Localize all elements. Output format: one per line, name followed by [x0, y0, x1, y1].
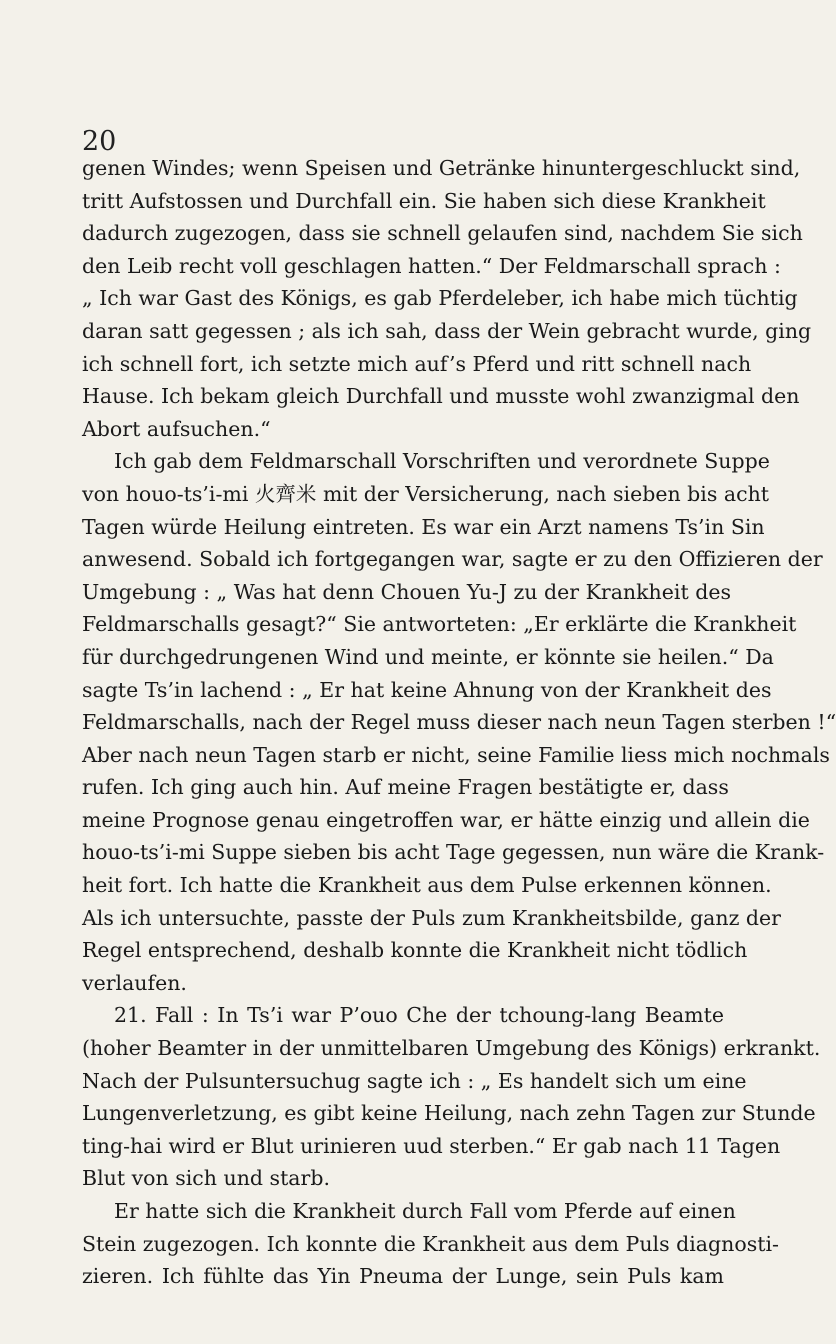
- text-line: houo-ts’i-mi Suppe sieben bis acht Tage gegessen, nun wäre die Krank-: [82, 840, 825, 865]
- text-line: Ich gab dem Feldmarschall Vorschriften und verordnete Suppe: [114, 449, 770, 474]
- text-line: Hause. Ich bekam gleich Durchfall und musste wohl zwanzigmal den: [82, 384, 800, 409]
- text-line: 21. Fall : In Ts’i war P’ouo Che der tchoung-lang Beamte: [114, 1003, 724, 1028]
- text-line: genen Windes; wenn Speisen und Getränke hinuntergeschluckt sind,: [82, 156, 801, 180]
- text-line: verlaufen.: [82, 970, 187, 995]
- text-line: Stein zugezogen. Ich konnte die Krankheit aus dem Puls diagnosti-: [82, 1231, 779, 1256]
- text-line: tritt Aufstossen und Durchfall ein. Sie haben sich diese Krankheit: [82, 188, 766, 213]
- text-line: Feldmarschalls gesagt?“ Sie antworteten: „Er erklärte die Krankheit: [82, 612, 797, 637]
- text-line: (hoher Beamter in der unmittelbaren Umgebung des Königs) erkrankt.: [82, 1036, 821, 1061]
- text-line: Als ich untersuchte, passte der Puls zum Krankheitsbilde, ganz der: [82, 905, 781, 930]
- text-line: heit fort. Ich hatte die Krankheit aus dem Pulse erkennen können.: [82, 873, 772, 898]
- text-line: sagte Ts’in lachend : „ Er hat keine Ahnung von der Krankheit des: [82, 677, 772, 702]
- text-line: ich schnell fort, ich setzte mich auf’s Pferd und ritt schnell nach: [82, 351, 752, 376]
- text-line: Lungenverletzung, es gibt keine Heilung, nach zehn Tagen zur Stunde: [82, 1101, 816, 1126]
- text-line: Nach der Pulsuntersuchug sagte ich : „ Es handelt sich um eine: [82, 1068, 747, 1093]
- text-line: ting-hai wird er Blut urinieren uud sterben.“ Er gab nach 11 Tagen: [82, 1133, 781, 1158]
- text-line: Umgebung : „ Was hat denn Chouen Yu-J zu der Krankheit des: [82, 579, 731, 604]
- text-line: zieren. Ich fühlte das Yin Pneuma der Lunge, sein Puls kam: [82, 1264, 724, 1289]
- text-line: Feldmarschalls, nach der Regel muss dieser nach neun Tagen sterben !“: [82, 710, 836, 735]
- text-line: Abort aufsuchen.“: [82, 416, 271, 441]
- text-line: rufen. Ich ging auch hin. Auf meine Fragen bestätigte er, dass: [82, 775, 729, 800]
- text-line: Tagen würde Heilung eintreten. Es war ein Arzt namens Ts’in Sin: [82, 514, 765, 539]
- text-line: Er hatte sich die Krankheit durch Fall vom Pferde auf einen: [114, 1199, 736, 1223]
- text-line: „ Ich war Gast des Königs, es gab Pferdeleber, ich habe mich tüchtig: [82, 286, 798, 311]
- text-line: meine Prognose genau eingetroffen war, er hätte einzig und allein die: [82, 807, 810, 832]
- text-line: Regel entsprechend, deshalb konnte die Krankheit nicht tödlich: [82, 938, 748, 963]
- page-number: 20: [82, 126, 117, 157]
- text-line: dadurch zugezogen, dass sie schnell gelaufen sind, nachdem Sie sich: [82, 221, 803, 246]
- text-line: den Leib recht voll geschlagen hatten.“ Der Feldmarschall sprach :: [82, 253, 781, 278]
- text-line: daran satt gegessen ; als ich sah, dass der Wein gebracht wurde, ging: [82, 318, 812, 343]
- text-line: von houo-ts’i-mi 火齊米 mit der Versicherung, nach sieben bis acht: [82, 481, 770, 506]
- text-line: Blut von sich und starb.: [82, 1166, 330, 1191]
- text-line: anwesend. Sobald ich fortgegangen war, sagte er zu den Offizieren der: [82, 547, 823, 572]
- text-line: für durchgedrungenen Wind und meinte, er könnte sie heilen.“ Da: [82, 644, 774, 669]
- body-text: [82, 152, 836, 1293]
- text-line: Aber nach neun Tagen starb er nicht, seine Familie liess mich nochmals: [82, 742, 830, 767]
